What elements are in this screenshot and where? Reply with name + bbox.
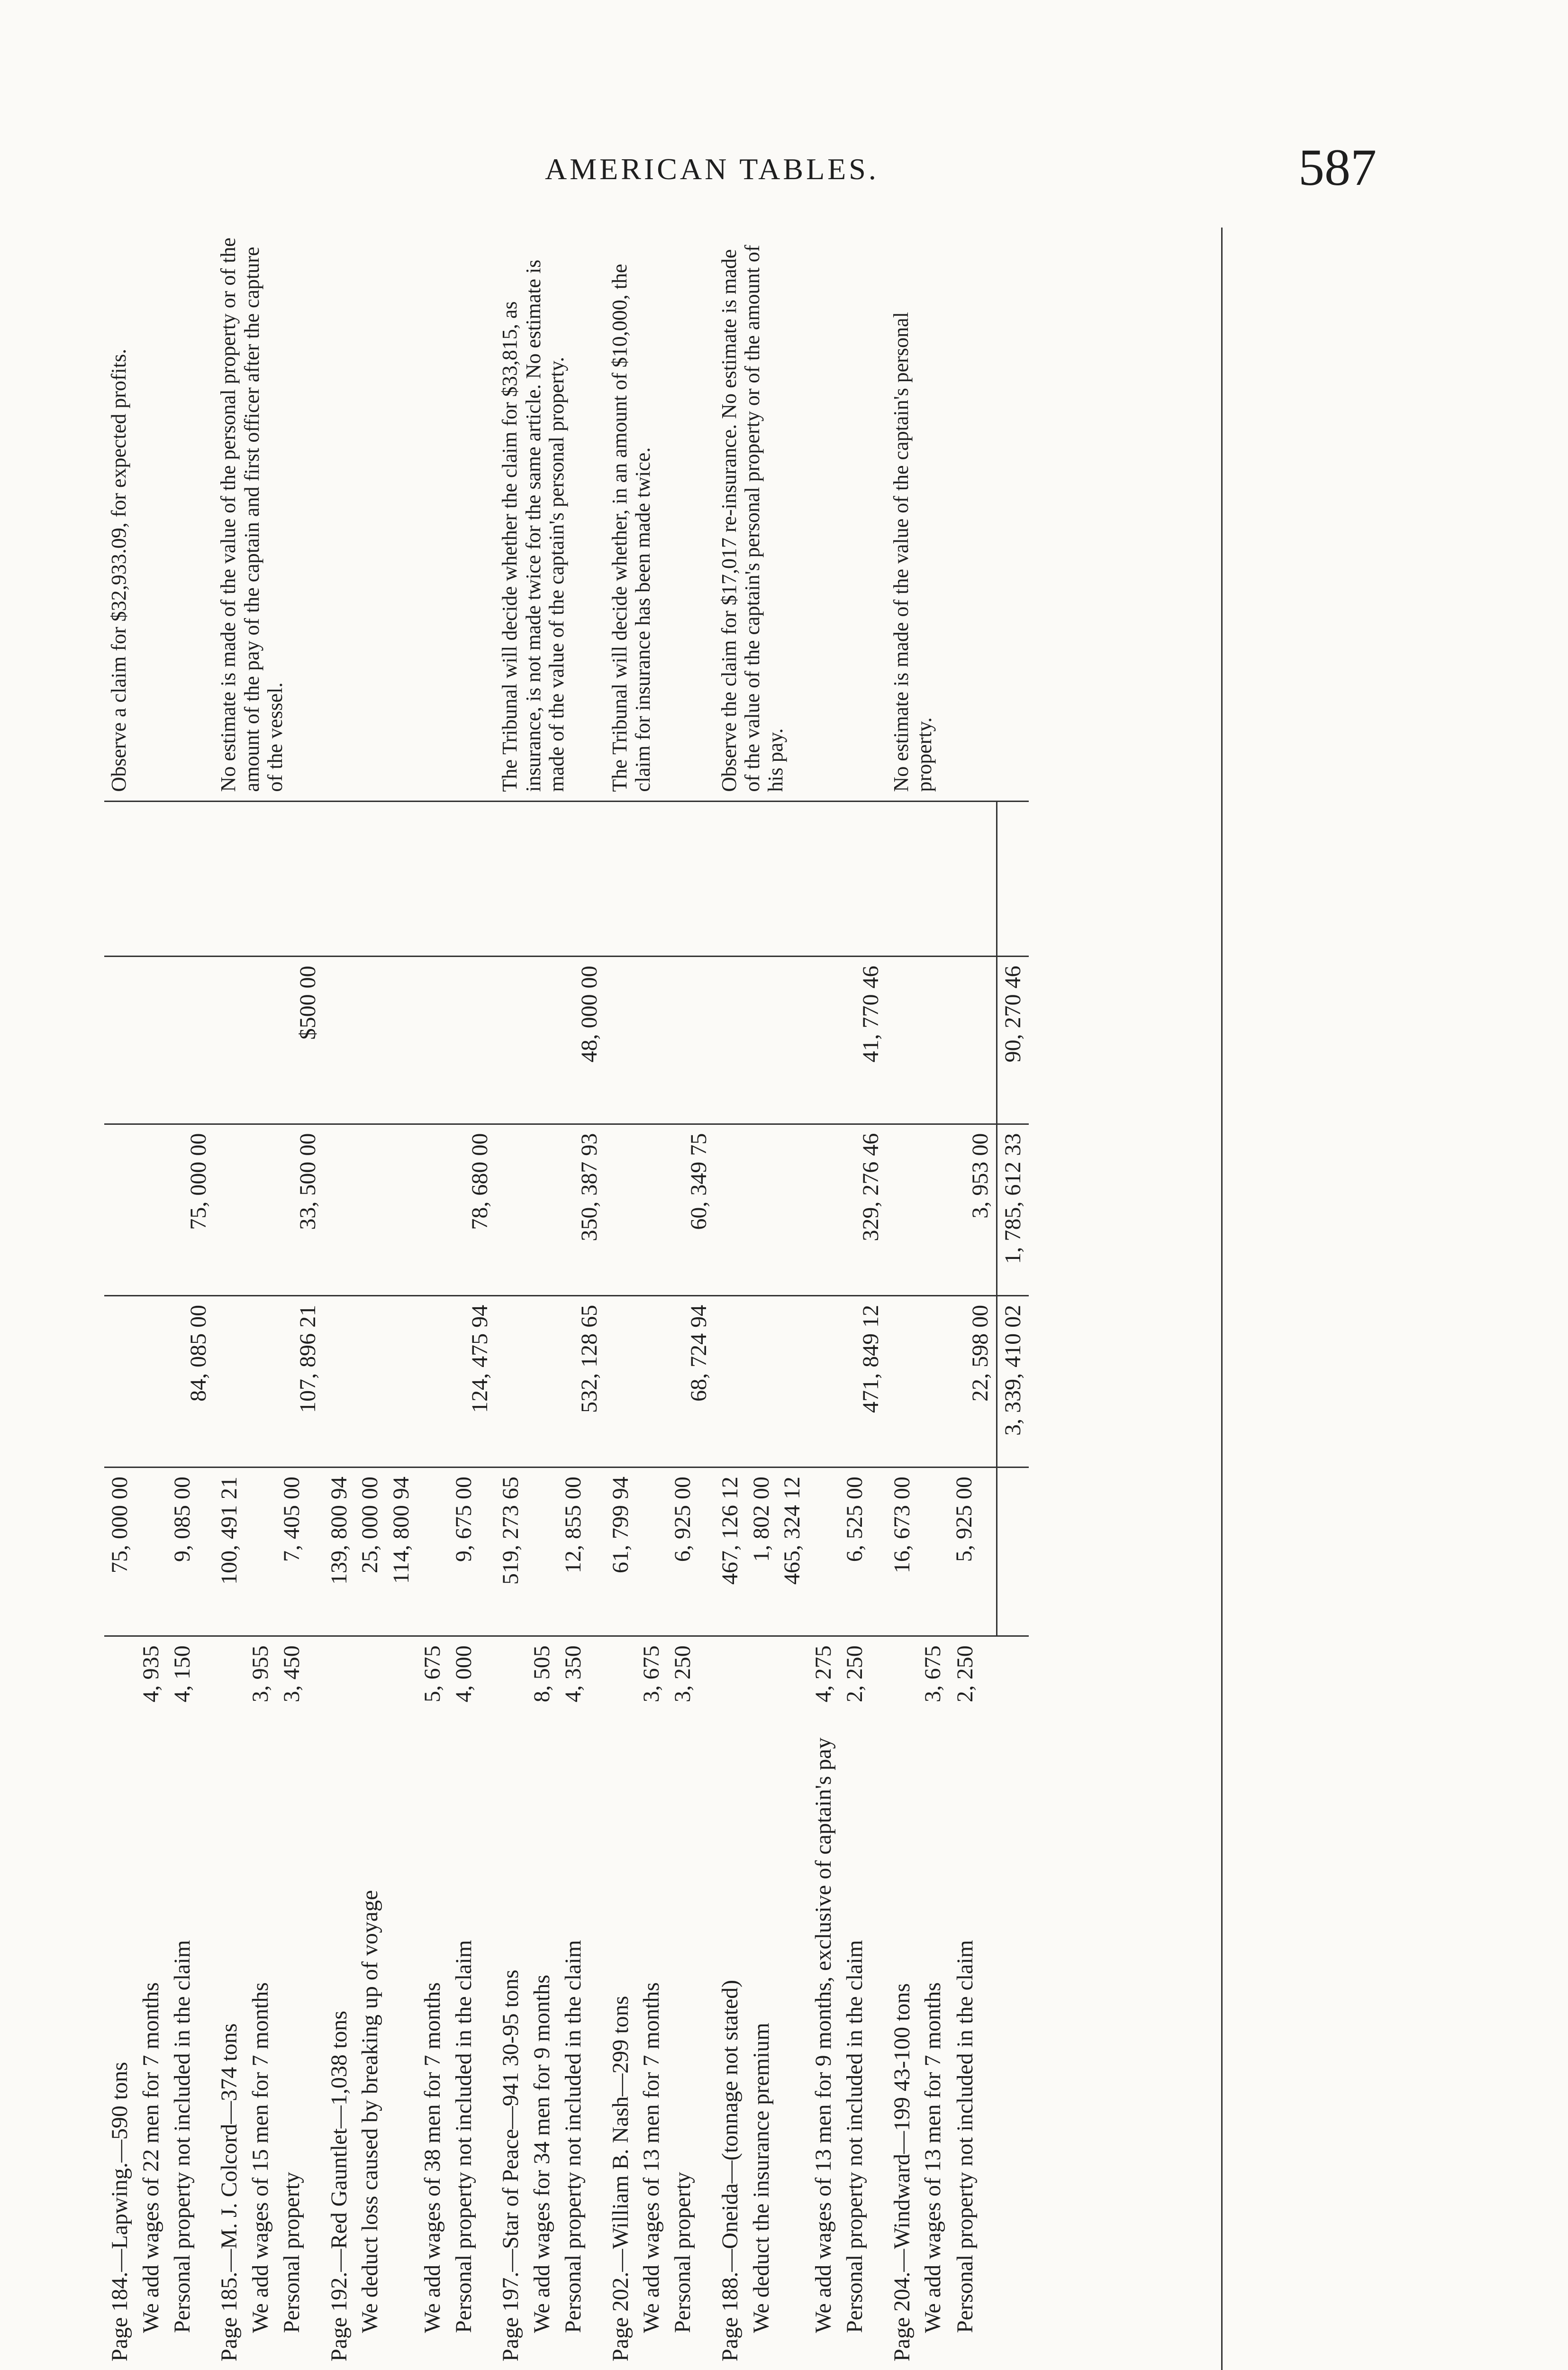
table-row [214, 228, 245, 2370]
entry-line-text: Page 202.—William B. Nash—299 tons [607, 1996, 633, 2361]
remark-note: The Tribunal will decide whether, in an amount of $10,000, the claim for insurance has been made twice. [605, 228, 715, 801]
value-cell-col5 [605, 801, 715, 957]
amount-cell: 25, 000 00 [354, 1468, 386, 1636]
amount-cell: 75, 000 00 [104, 1468, 136, 1636]
subtotal-cell: 2, 250 [952, 1645, 978, 1703]
entry-description [386, 1724, 417, 2370]
subtotal-cell: 3, 675 [920, 1645, 946, 1703]
subtotal-cell [354, 1636, 386, 1725]
entry-description [839, 1724, 887, 2370]
subtotal-cell [605, 1636, 636, 1725]
entry-description [667, 1724, 715, 2370]
entry-description [495, 1724, 526, 2370]
entry-line-text: We add wages of 15 men for 7 months [248, 1982, 273, 2333]
table-row [715, 228, 746, 2370]
entry-description [417, 1724, 448, 2370]
value-cell-col2: 124, 475 94 [324, 1295, 496, 1467]
subtotal-cell: 3, 955 [248, 1645, 273, 1703]
totals-sub [997, 1636, 1028, 1725]
table-rule [1221, 228, 1223, 2370]
value-cell-col2: 107, 896 21 [214, 1295, 323, 1467]
entry-line-text: Personal property not included in the claim [451, 1940, 476, 2333]
remark-note: No estimate is made of the value of the captain's personal property. [887, 228, 997, 801]
entry-description [558, 1724, 605, 2370]
entry-line-text: Personal property [279, 2172, 304, 2333]
entry-line-text: We add wages of 13 men for 9 months, exclusive of captain's pay [811, 1737, 836, 2333]
remark-note: No estimate is made of the value of the personal property or of the amount of the pay of the captain and first officer after the capture of the vessel. [214, 228, 323, 801]
entry-description [887, 1724, 918, 2370]
amount-cell: 16, 673 00 [887, 1468, 918, 1636]
subtotal-cell: 3, 450 [279, 1645, 304, 1703]
value-cell-col2: 84, 085 00 [104, 1295, 214, 1467]
subtotal-cell: 2, 250 [842, 1645, 867, 1703]
value-cell-col5 [324, 801, 496, 957]
value-cell-col3: 33, 500 00 [214, 1124, 323, 1295]
entry-line-text: We add wages of 38 men for 7 months [419, 1982, 445, 2333]
entry-line-text: Page 204.—Windward—199 43-100 tons [889, 1983, 915, 2361]
value-cell-col4 [104, 957, 214, 1124]
table-row [104, 228, 136, 2370]
entry-line-text: We add wages of 13 men for 7 months [920, 1982, 946, 2333]
value-cell-col3: 3, 953 00 [887, 1124, 997, 1295]
amount-cell: 519, 273 65 [495, 1468, 526, 1636]
total-col4: 90, 270 46 [997, 957, 1028, 1124]
entry-description [136, 1724, 167, 2370]
subtotal-cell [715, 1636, 746, 1725]
value-cell-col5 [214, 801, 323, 957]
entry-description [777, 1724, 808, 2370]
entry-line-text: Page 184.—Lapwing.—590 tons [107, 2062, 132, 2361]
value-cell-col3: 75, 000 00 [104, 1124, 214, 1295]
rotated-table-container [104, 228, 1218, 2370]
page-header [0, 137, 1568, 204]
entry-description [324, 1724, 355, 2370]
value-cell-col4 [887, 957, 997, 1124]
entry-line-text: We deduct loss caused by breaking up of voyage [357, 1890, 383, 2333]
total-col3: 1, 785, 612 33 [997, 1124, 1028, 1295]
total-col5 [997, 801, 1028, 957]
entry-line-text: Page 197.—Star of Peace—941 30-95 tons [498, 1969, 524, 2361]
subtotal-cell: 4, 935 [138, 1645, 163, 1703]
amount-cell: 139, 800 94 [324, 1468, 355, 1636]
value-cell-col5 [495, 801, 605, 957]
entry-description [214, 1724, 245, 2370]
entry-description [526, 1724, 558, 2370]
entry-line-text: Personal property not included in the claim [952, 1940, 978, 2333]
entry-description [605, 1724, 636, 2370]
table-row [605, 228, 636, 2370]
value-cell-col5 [715, 801, 887, 957]
table-row [324, 228, 355, 2370]
entry-description [746, 1724, 777, 2370]
amount-cell [136, 1468, 167, 1636]
remark-note: Observe a claim for $32,933.09, for expected profits. [104, 228, 214, 801]
entry-description [167, 1724, 214, 2370]
entry-description [808, 1724, 839, 2370]
entry-line-text: Personal property not included in the claim [560, 1940, 586, 2333]
amount-cell: 12, 855 00 [558, 1468, 605, 1636]
remark-note: Observe the claim for $17,017 re-insurance. No estimate is made of the value of the captain's personal property or of the amount of his pay. [715, 228, 887, 801]
entry-line-text: We add wages of 13 men for 7 months [639, 1982, 664, 2333]
subtotal-cell [214, 1636, 245, 1725]
page-number: 587 [1298, 138, 1377, 196]
amount-cell: 5, 925 00 [949, 1468, 997, 1636]
value-cell-col4 [605, 957, 715, 1124]
entry-line-text: Page 185.—M. J. Colcord—374 tons [217, 2023, 242, 2361]
subtotal-cell: 4, 150 [169, 1645, 195, 1703]
entry-description [715, 1724, 746, 2370]
subtotal-cell [887, 1636, 918, 1725]
remark-note [324, 228, 496, 801]
amount-cell: 61, 799 94 [605, 1468, 636, 1636]
entry-line-text: Personal property [670, 2172, 695, 2333]
amount-cell [245, 1468, 276, 1636]
amount-cell [636, 1468, 667, 1636]
value-cell-col5 [104, 801, 214, 957]
entry-line-text: Personal property not included in the claim [842, 1940, 867, 2333]
amount-cell: 6, 525 00 [839, 1468, 887, 1636]
subtotal-cell: 4, 000 [451, 1645, 476, 1703]
subtotal-cell [104, 1636, 136, 1725]
amount-cell: 467, 126 12 [715, 1468, 746, 1636]
value-cell-col2: 532, 128 65 [495, 1295, 605, 1467]
entry-description [276, 1724, 324, 2370]
value-cell-col2: 471, 849 12 [715, 1295, 887, 1467]
amount-cell: 9, 675 00 [448, 1468, 496, 1636]
totals-note [997, 228, 1028, 801]
value-cell-col3: 60, 349 75 [605, 1124, 715, 1295]
subtotal-cell: 3, 675 [639, 1645, 664, 1703]
entry-line-text: We add wages for 34 men for 9 months [529, 1975, 554, 2333]
remark-note: The Tribunal will decide whether the claim for $33,815, as insurance, is not made twice for the same article. No estimate is made of the value of the captain's personal property. [495, 228, 605, 801]
value-cell-col3: 329, 276 46 [715, 1124, 887, 1295]
subtotal-cell: 3, 250 [670, 1645, 695, 1703]
value-cell-col3: 78, 680 00 [324, 1124, 496, 1295]
subtotal-cell [386, 1636, 417, 1725]
amount-cell: 9, 085 00 [167, 1468, 214, 1636]
value-cell-col3: 350, 387 93 [495, 1124, 605, 1295]
amount-cell [526, 1468, 558, 1636]
subtotal-cell [746, 1636, 777, 1725]
total-col2: 3, 339, 410 02 [997, 1295, 1028, 1467]
entry-description [448, 1724, 496, 2370]
entry-line-text: We add wages of 22 men for 7 months [138, 1982, 163, 2333]
entry-description [245, 1724, 276, 2370]
entry-description [917, 1724, 949, 2370]
claims-table [104, 228, 1029, 2370]
value-cell-col2: 68, 724 94 [605, 1295, 715, 1467]
value-cell-col5 [887, 801, 997, 957]
amount-cell: 6, 925 00 [667, 1468, 715, 1636]
entry-description [636, 1724, 667, 2370]
totals-row [997, 228, 1028, 2370]
running-title: AMERICAN TABLES. [545, 152, 879, 186]
entry-line-text: Page 188.—Oneida—(tonnage not stated) [717, 1979, 743, 2361]
entry-line-text: We deduct the insurance premium [748, 2023, 774, 2333]
entry-description [104, 1724, 136, 2370]
value-cell-col4: 41, 770 46 [715, 957, 887, 1124]
subtotal-cell [495, 1636, 526, 1725]
totals-amount [997, 1468, 1028, 1636]
subtotal-cell: 4, 275 [811, 1645, 836, 1703]
totals-label [997, 1724, 1028, 2370]
entry-description [354, 1724, 386, 2370]
amount-cell [917, 1468, 949, 1636]
table-row [887, 228, 918, 2370]
entry-line-text: Page 192.—Red Gauntlet—1,038 tons [326, 2011, 352, 2361]
value-cell-col4: 48, 000 00 [495, 957, 605, 1124]
subtotal-cell [777, 1636, 808, 1725]
amount-cell [808, 1468, 839, 1636]
amount-cell: 7, 405 00 [276, 1468, 324, 1636]
entry-description [949, 1724, 997, 2370]
value-cell-col4 [324, 957, 496, 1124]
amount-cell: 100, 491 21 [214, 1468, 245, 1636]
subtotal-cell: 4, 350 [560, 1645, 586, 1703]
value-cell-col4: $500 00 [214, 957, 323, 1124]
subtotal-cell: 8, 505 [529, 1645, 554, 1703]
subtotal-cell [324, 1636, 355, 1725]
amount-cell [417, 1468, 448, 1636]
entry-line-text: Personal property not included in the claim [169, 1940, 195, 2333]
subtotal-cell: 5, 675 [419, 1645, 445, 1703]
amount-cell: 465, 324 12 [777, 1468, 808, 1636]
table-row [495, 228, 526, 2370]
amount-cell: 114, 800 94 [386, 1468, 417, 1636]
amount-cell: 1, 802 00 [746, 1468, 777, 1636]
value-cell-col2: 22, 598 00 [887, 1295, 997, 1467]
